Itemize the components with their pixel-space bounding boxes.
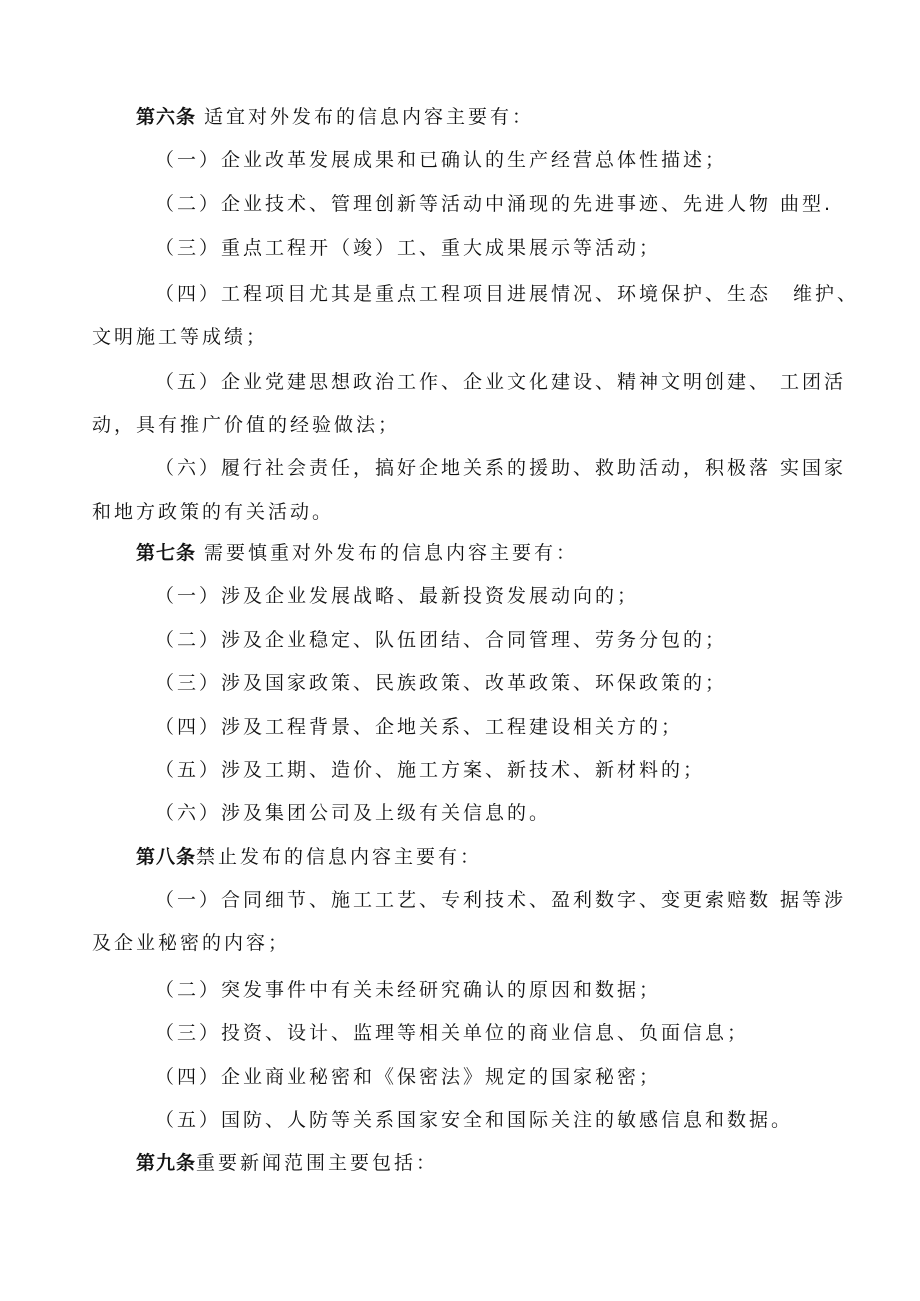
list-item: （二）涉及企业稳定、队伍团结、合同管理、劳务分包的；	[155, 629, 728, 651]
article-heading-7	[136, 541, 578, 565]
list-item: （四）企业商业秘密和《保密法》规定的国家秘密；	[155, 1066, 662, 1088]
list-item: （六）涉及集团公司及上级有关信息的。	[155, 802, 552, 824]
list-item-continuation: 及企业秘密的内容；	[92, 932, 291, 954]
list-item-continuation: 和地方政策的有关活动。	[92, 501, 335, 523]
article-number: 第九条	[136, 1152, 197, 1174]
article-intro: 需要慎重对外发布的信息内容主要有：	[204, 542, 579, 564]
list-item-continuation: 动，具有推广价值的经验做法；	[92, 414, 401, 436]
list-item: （六）履行社会责任，搞好企地关系的援助、救助活动，积极落 实国家	[155, 457, 847, 479]
list-item: （二）企业技术、管理创新等活动中涌现的先进事迹、先进人物 曲型.	[155, 193, 834, 215]
article-number: 第六条	[136, 106, 197, 128]
list-item: （三）重点工程开（竣）工、重大成果展示等活动；	[155, 237, 662, 259]
list-item: （一）涉及企业发展战略、最新投资发展动向的；	[155, 585, 640, 607]
list-item: （五）涉及工期、造价、施工方案、新技术、新材料的；	[155, 759, 706, 781]
article-intro: 适宜对外发布的信息内容主要有：	[204, 106, 535, 128]
list-item-continuation: 文明施工等成绩；	[92, 326, 269, 348]
article-heading-6	[136, 105, 534, 129]
list-item: （三）涉及国家政策、民族政策、改革政策、环保政策的；	[155, 672, 728, 694]
article-intro: 禁止发布的信息内容主要有：	[196, 846, 483, 868]
list-item: （五）企业党建思想政治工作、企业文化建设、精神文明创建、 工团活	[155, 371, 847, 393]
article-heading-8	[136, 845, 482, 869]
list-item: （四）涉及工程背景、企地关系、工程建设相关方的；	[155, 716, 684, 738]
list-item: （一）企业改革发展成果和已确认的生产经营总体性描述；	[155, 149, 728, 171]
list-item: （二）突发事件中有关未经研究确认的原因和数据；	[155, 979, 662, 1001]
list-item: （一）合同细节、施工工艺、专利技术、盈利数字、变更索赔数 据等涉	[155, 889, 847, 911]
list-item: （五）国防、人防等关系国家安全和国际关注的敏感信息和数据。	[155, 1109, 794, 1131]
article-number: 第七条	[136, 542, 197, 564]
article-intro: 重要新闻范围主要包括：	[196, 1152, 439, 1174]
list-item: （四）工程项目尤其是重点工程项目进展情况、环境保护、生态 维护、	[155, 283, 860, 305]
article-heading-9	[136, 1151, 438, 1175]
list-item: （三）投资、设计、监理等相关单位的商业信息、负面信息；	[155, 1022, 750, 1044]
article-number: 第八条	[136, 846, 197, 868]
